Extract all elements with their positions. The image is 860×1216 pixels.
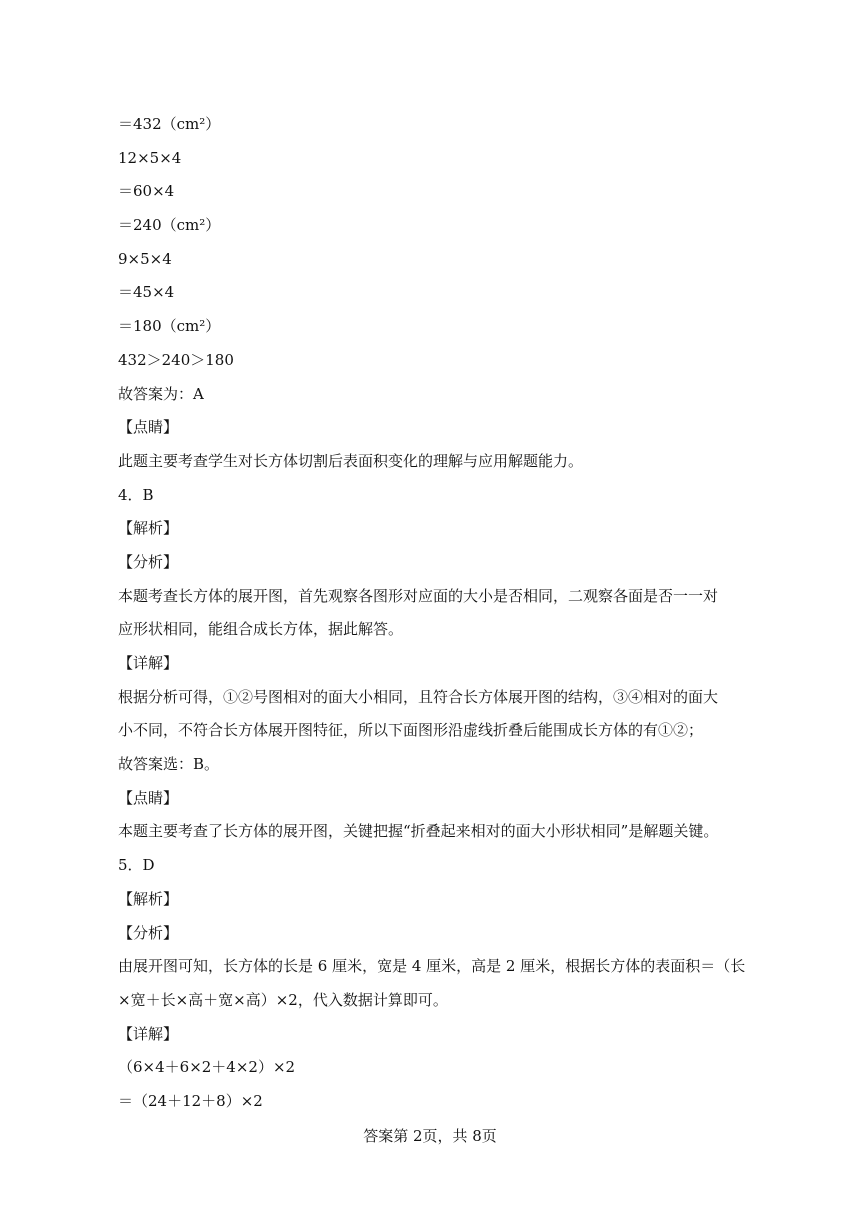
text-line: ×宽＋长×高＋宽×高）×2，代入数据计算即可。 [118,990,448,1009]
question-number: 4．B [118,485,154,504]
text-line: ＝（24＋12＋8）×2 [118,1091,263,1110]
text-line: 432＞240＞180 [118,350,234,369]
text-line: （6×4＋6×2＋4×2）×2 [118,1058,296,1077]
section-heading: 【解析】 [118,519,179,538]
text-line: ＝60×4 [118,182,175,201]
section-heading: 【解析】 [118,889,179,908]
text-line: ＝432（cm²） [118,115,221,133]
text-line: 应形状相同，能组合成长方体，据此解答。 [118,620,404,639]
section-heading: 【点睛】 [118,788,179,807]
section-heading: 【分析】 [118,923,179,942]
page-footer: 答案第 2页，共 8页 [363,1127,497,1145]
text-line: 小不同，不符合长方体展开图特征，所以下面图形沿虚线折叠后能围成长方体的有①②； [118,721,704,740]
text-line: 此题主要考查学生对长方体切割后表面积变化的理解与应用解题能力。 [118,451,584,470]
answer-content [118,108,748,1119]
section-heading: 【详解】 [118,654,179,672]
text-line: ＝240（cm²） [118,216,221,235]
text-line: 根据分析可得，①②号图相对的面大小相同，且符合长方体展开图的结构，③④相对的面大 [118,687,719,706]
text-line: 本题考查长方体的展开图，首先观察各图形对应面的大小是否相同，二观察各面是否一一对 [118,586,719,605]
question-number: 5．D [118,856,155,875]
answer-line: 故答案选：B。 [118,755,220,774]
text-line: ＝45×4 [118,283,175,302]
section-heading: 【详解】 [118,1024,179,1043]
section-heading: 【点睛】 [118,418,179,437]
text-line: 9×5×4 [118,249,172,268]
text-line: 12×5×4 [118,148,182,167]
text-line: 由展开图可知，长方体的长是 6 厘米，宽是 4 厘米，高是 2 厘米，根据长方体的表面积＝（长 [118,957,746,976]
answer-line: 故答案为：A [118,384,204,403]
text-line: ＝180（cm²） [118,317,221,336]
section-heading: 【分析】 [118,552,179,571]
text-line: 本题主要考查了长方体的展开图，关键把握“折叠起来相对的面大小形状相同”是解题关键。 [118,822,719,841]
